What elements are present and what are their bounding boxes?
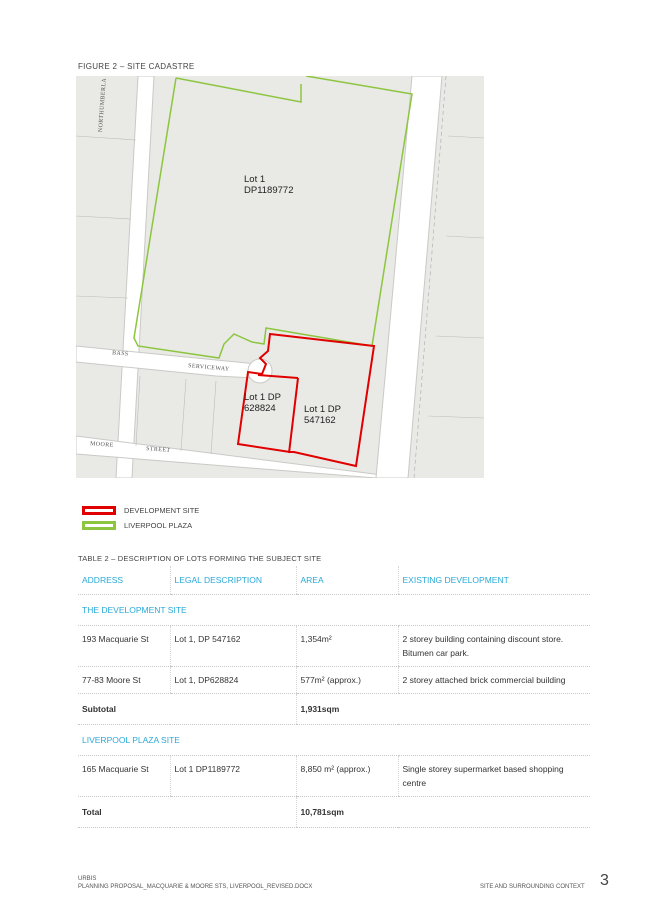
footer-project: PLANNING PROPOSAL_MACQUARIE & MOORE STS, LIVERPOOL_REVISED.DOCX xyxy=(78,884,313,890)
section-row-development xyxy=(78,595,590,626)
footer-section: SITE AND SURROUNDING CONTEXT xyxy=(480,884,585,890)
legend-item-plaza xyxy=(82,520,282,532)
legend-swatch-development xyxy=(82,506,116,515)
lot-label-dp547162-line1: Lot 1 DP xyxy=(304,404,341,415)
legend-item-development xyxy=(82,505,282,517)
table-row xyxy=(78,626,590,667)
cell-existing-development: Single storey supermarket based shopping centre xyxy=(398,756,590,797)
cell-legal-description: Lot 1, DP628824 xyxy=(170,667,296,694)
header-legal-description: LEGAL DESCRIPTION xyxy=(170,566,296,595)
lot-label-dp1189772-line1: Lot 1 xyxy=(244,174,266,185)
cell-address: 193 Macquarie St xyxy=(78,626,170,667)
cell-legal-description: Lot 1 DP1189772 xyxy=(170,756,296,797)
cell-area: 8,850 m² (approx.) xyxy=(296,756,398,797)
page-number: 3 xyxy=(600,872,609,889)
lot-label-dp547162-line2: 547162 xyxy=(304,415,336,426)
cadastre-drawing xyxy=(76,76,484,478)
legend-swatch-plaza xyxy=(82,521,116,530)
figure-title: FIGURE 2 – SITE CADASTRE xyxy=(78,62,195,71)
cell-address: 165 Macquarie St xyxy=(78,756,170,797)
legend-label-development: DEVELOPMENT SITE xyxy=(124,506,200,515)
subtotal-value: 1,931sqm xyxy=(296,694,590,725)
header-existing-development: EXISTING DEVELOPMENT xyxy=(398,566,590,595)
total-value: 10,781sqm xyxy=(296,797,590,828)
subtotal-row xyxy=(78,694,590,725)
lots-table xyxy=(78,566,590,828)
street-label-bass: BASS xyxy=(111,350,129,358)
site-cadastre-map xyxy=(76,76,484,478)
street-label-street: STREET xyxy=(145,446,171,454)
cell-legal-description: Lot 1, DP 547162 xyxy=(170,626,296,667)
cell-existing-development: 2 storey building containing discount store. Bitumen car park. xyxy=(398,626,590,667)
lot-label-dp1189772-line2: DP1189772 xyxy=(244,185,294,196)
total-label: Total xyxy=(78,797,296,828)
street-label-serviceway: SERVICEWAY xyxy=(187,363,230,373)
header-address: ADDRESS xyxy=(78,566,170,595)
table-header-row xyxy=(78,566,590,595)
street-label-moore: MOORE xyxy=(89,441,114,449)
street-label-northumberland: NORTHUMBERLA xyxy=(98,77,108,133)
footer-left xyxy=(78,875,312,891)
cell-area: 577m² (approx.) xyxy=(296,667,398,694)
header-area: AREA xyxy=(296,566,398,595)
section-label-development: THE DEVELOPMENT SITE xyxy=(78,595,590,626)
section-label-plaza: LIVERPOOL PLAZA SITE xyxy=(78,725,590,756)
table-row xyxy=(78,756,590,797)
section-row-plaza xyxy=(78,725,590,756)
footer-org: URBIS xyxy=(78,876,97,882)
table-title: TABLE 2 – DESCRIPTION OF LOTS FORMING THE SUBJECT SITE xyxy=(78,554,322,563)
legend-label-plaza: LIVERPOOL PLAZA xyxy=(124,521,193,530)
subtotal-label: Subtotal xyxy=(78,694,296,725)
cell-existing-development: 2 storey attached brick commercial building xyxy=(398,667,590,694)
cell-address: 77-83 Moore St xyxy=(78,667,170,694)
lot-label-dp628824-line1: Lot 1 DP xyxy=(244,392,281,403)
total-row xyxy=(78,797,590,828)
table-row xyxy=(78,667,590,694)
lot-label-dp628824-line2: 628824 xyxy=(244,403,276,414)
cell-area: 1,354m² xyxy=(296,626,398,667)
